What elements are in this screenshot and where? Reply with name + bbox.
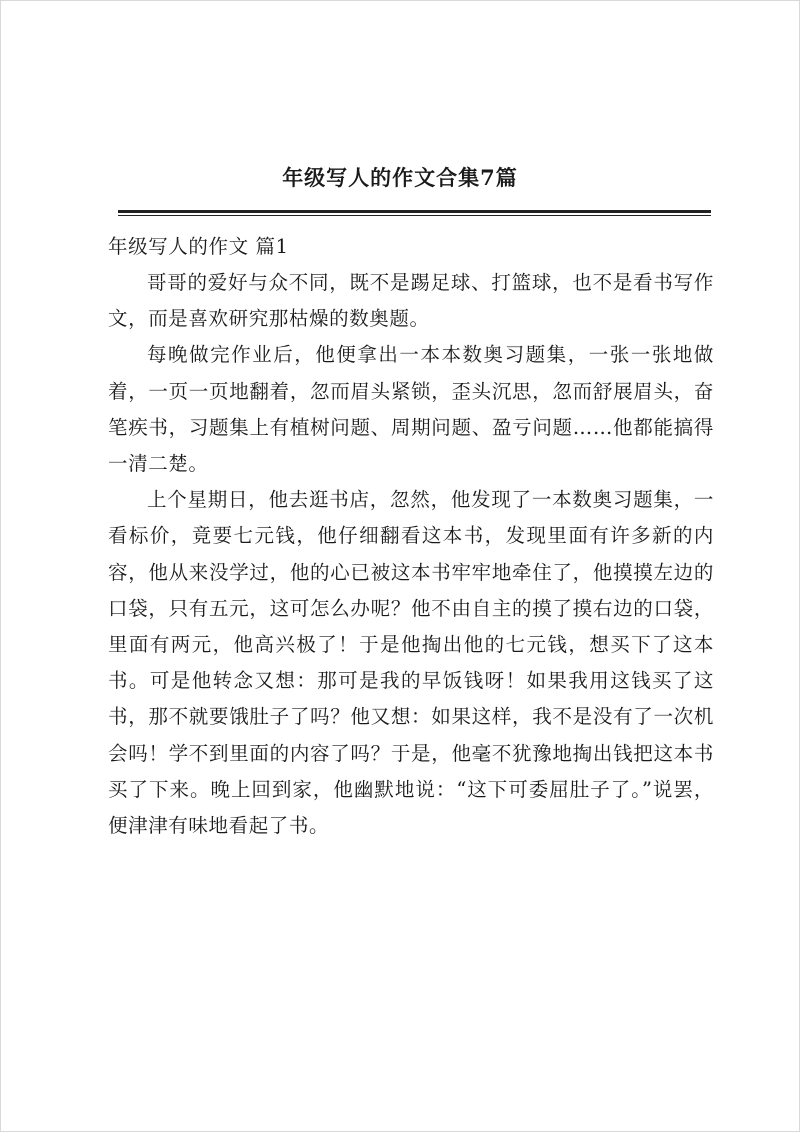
- document-body: [108, 229, 714, 844]
- title-rule-thick: [118, 210, 711, 213]
- section-heading: 年级写人的作文 篇1: [108, 235, 289, 258]
- document-title: 年级写人的作文合集7篇: [282, 165, 518, 190]
- title-rule-thin: [118, 215, 711, 216]
- paragraph-3: 上个星期日，他去逛书店，忽然，他发现了一本数奥习题集，一看标价，竟要七元钱，他仔细翻看这本书，发现里面有许多新的内容，他从来没学过，他的心已被这本书牢牢地牵住了，他摸摸左边的口袋，只有五元，这可怎么办呢？他不由自主的摸了摸右边的口袋，里面有两元，他高兴极了！于是他掏出他的七元钱，想买下了这本书。可是他转念又想：那可是我的早饭钱呀！如果我用这钱买了这书，那不就要饿肚子了吗？他又想：如果这样，我不是没有了一次机会吗！学不到里面的内容了吗？于是，他毫不犹豫地掏出钱把这本书买了下来。晚上回到家，他幽默地说：“这下可委屈肚子了。”说罢，便津津有味地看起了书。: [108, 488, 714, 838]
- paragraph-1: 哥哥的爱好与众不同，既不是踢足球、打篮球，也不是看书写作文，而是喜欢研究那枯燥的数奥题。: [108, 271, 714, 331]
- paragraph-2: 每晚做完作业后，他便拿出一本本数奥习题集，一张一张地做着，一页一页地翻着，忽而眉头紧锁，歪头沉思，忽而舒展眉头，奋笔疾书，习题集上有植树问题、周期问题、盈亏问题……他都能搞得一清二楚。: [108, 343, 714, 476]
